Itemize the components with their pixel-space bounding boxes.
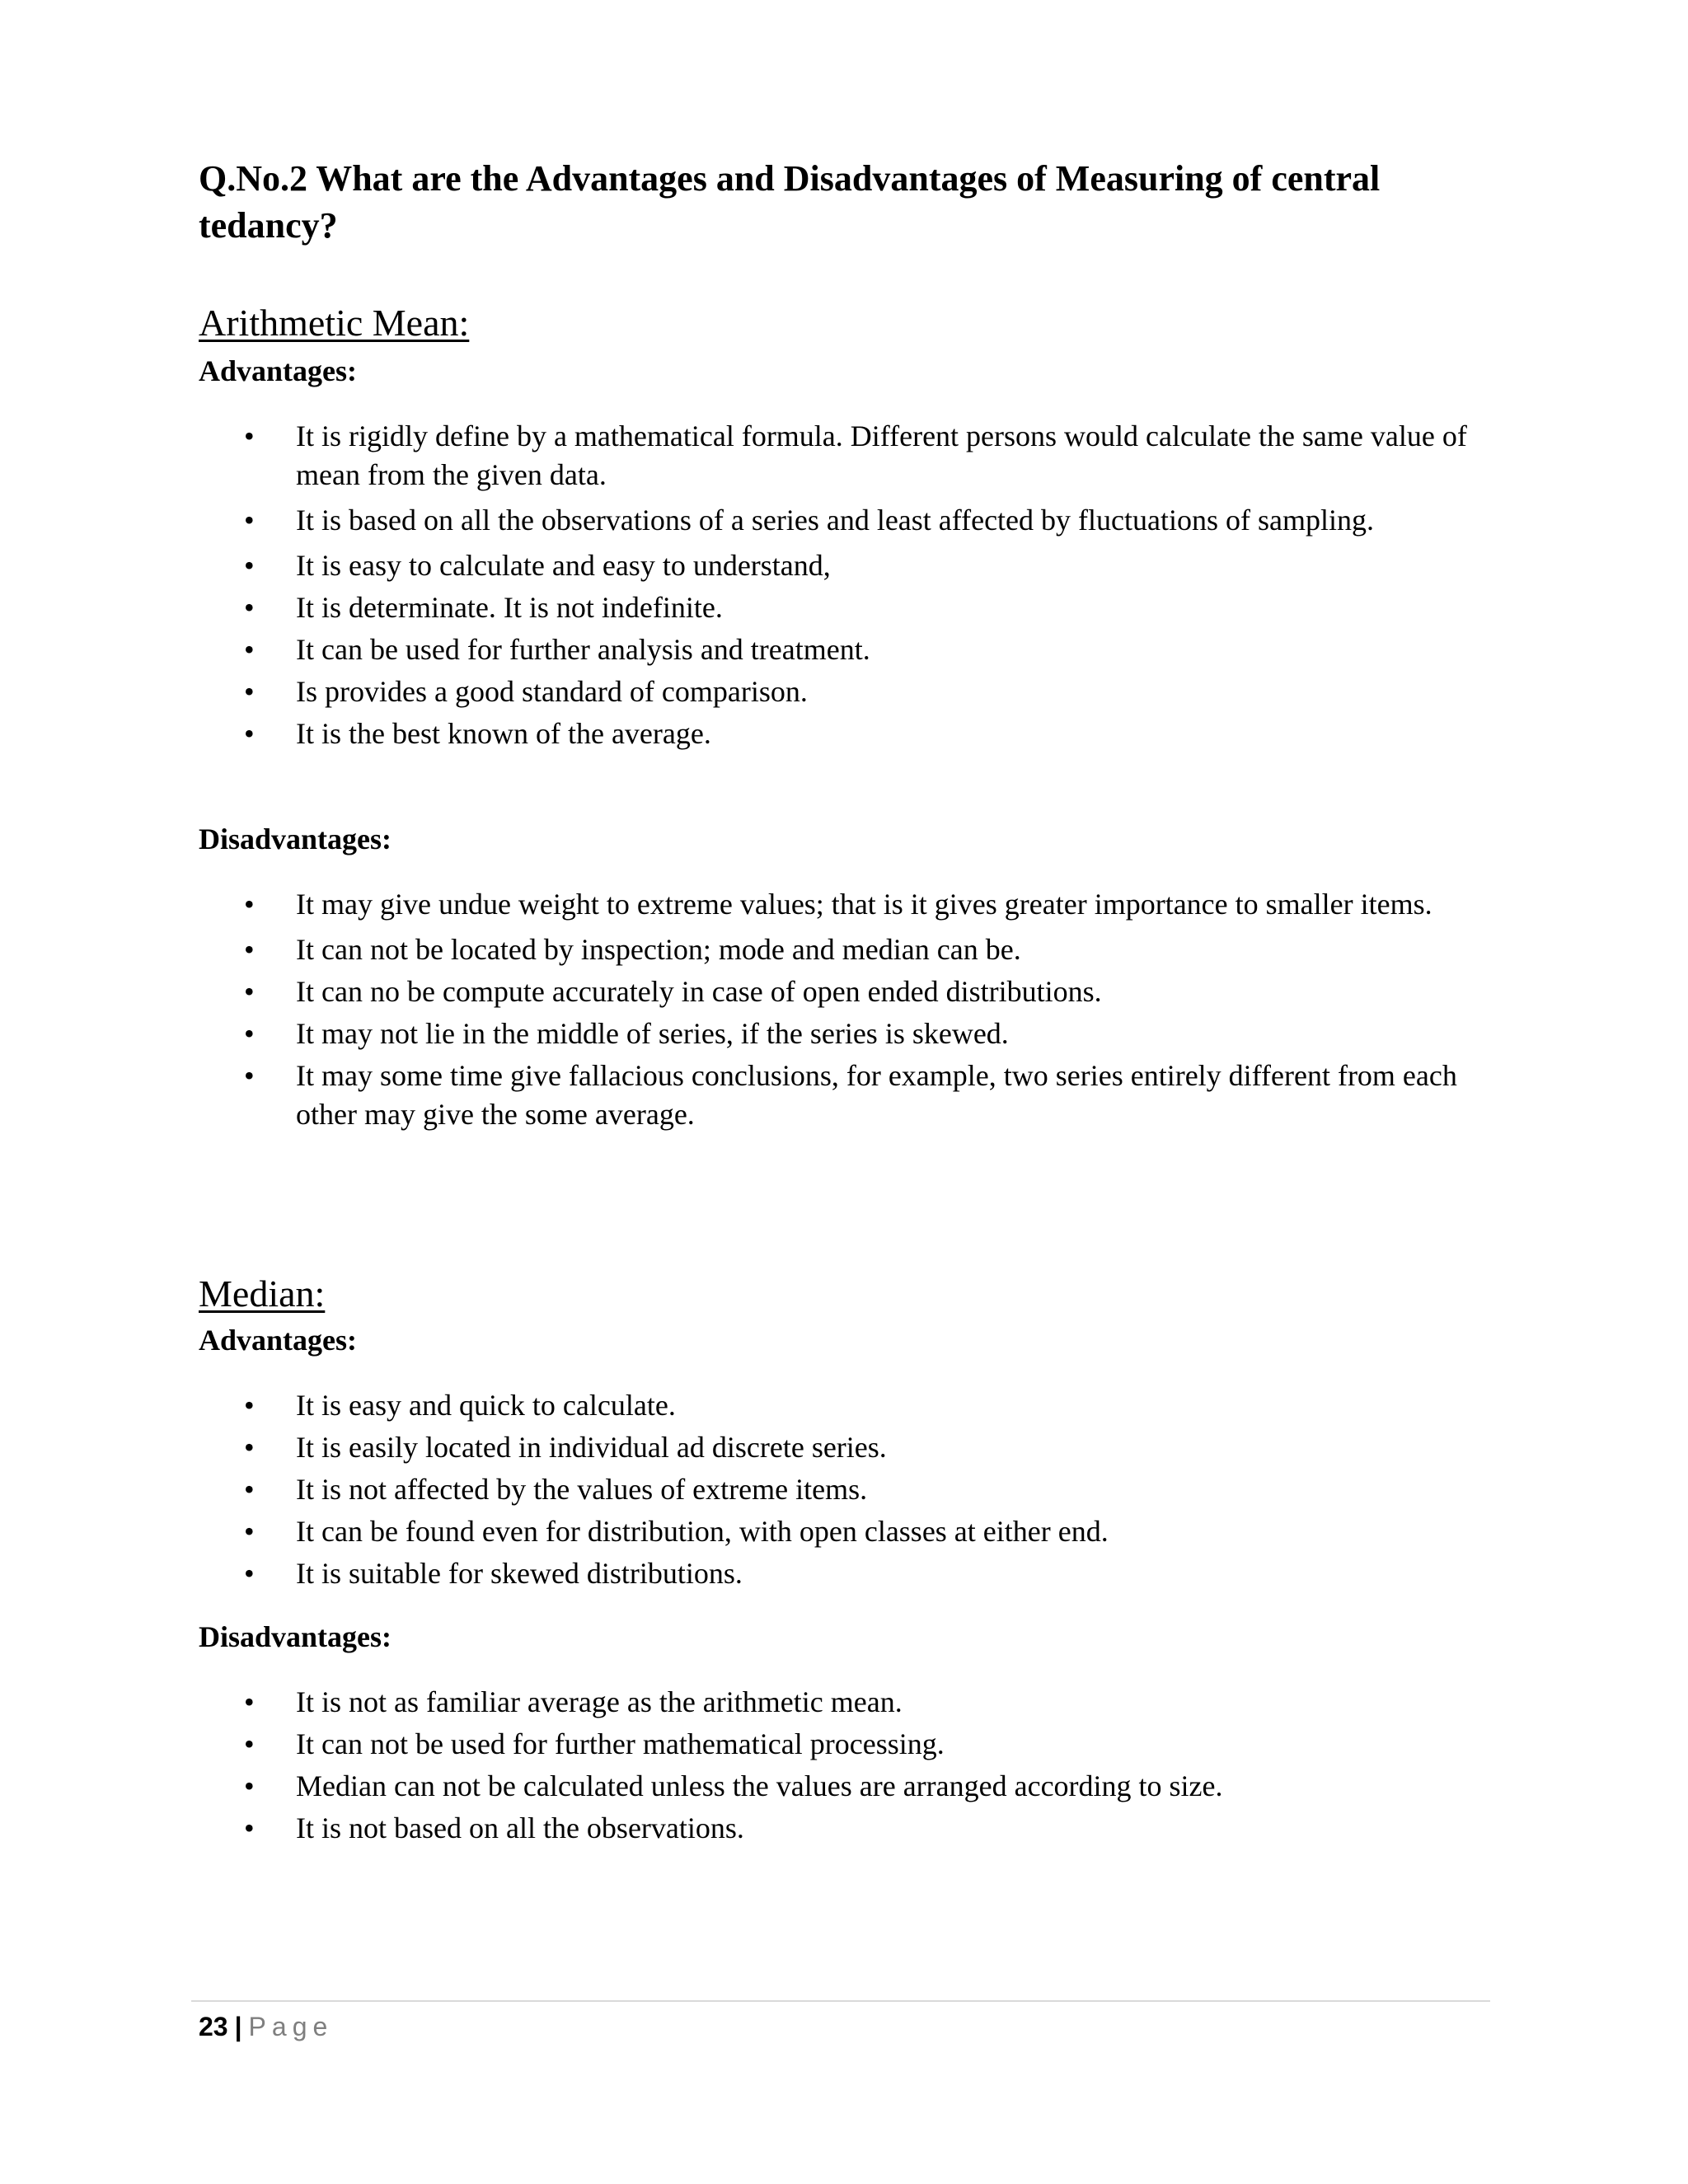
list-item-text: It may some time give fallacious conclusions, for example, two series entirely different from each other may give the some average. — [296, 1059, 1457, 1131]
question-heading: Q.No.2 What are the Advantages and Disadvantages of Measuring of central tedancy? — [199, 158, 1381, 246]
bullet-icon: • — [244, 1431, 255, 1464]
list-item — [0, 1767, 1483, 1806]
advantages-label: Advantages: — [199, 1324, 358, 1357]
list-item — [0, 1386, 1483, 1425]
bullet-icon: • — [244, 717, 255, 750]
bullet-icon: • — [244, 549, 255, 582]
list-item — [0, 501, 1483, 540]
list-item-text: It is not affected by the values of extreme items. — [296, 1473, 868, 1506]
bullet-icon: • — [244, 888, 255, 921]
bullet-icon: • — [244, 1727, 255, 1760]
advantages-label: Advantages: — [199, 354, 358, 387]
section-title-median: Median: — [199, 1272, 326, 1315]
bullet-icon: • — [244, 1769, 255, 1802]
page-footer — [199, 2010, 333, 2043]
list-item-text: It can be used for further analysis and treatment. — [296, 633, 870, 666]
advantages-list — [0, 1386, 1688, 1593]
footer-separator: | — [234, 2012, 242, 2041]
bullet-icon: • — [244, 933, 255, 966]
list-item — [0, 972, 1483, 1011]
bullet-icon: • — [244, 591, 255, 624]
list-item-text: It is rigidly define by a mathematical formula. Different persons would calculate the same value of mean from the given data. — [296, 419, 1467, 491]
bullet-icon: • — [244, 504, 255, 537]
list-item-text: It can be found even for distribution, with open classes at either end. — [296, 1515, 1109, 1548]
list-item — [0, 1057, 1483, 1134]
list-item-text: It is not based on all the observations. — [296, 1811, 744, 1844]
list-item — [0, 630, 1483, 669]
list-item-text: It is suitable for skewed distributions. — [296, 1557, 743, 1590]
disadvantages-label: Disadvantages: — [199, 1620, 392, 1653]
bullet-icon: • — [244, 975, 255, 1008]
section-title-arithmetic-mean: Arithmetic Mean: — [199, 302, 470, 344]
advantages-list — [0, 417, 1688, 753]
list-item — [0, 1809, 1483, 1848]
list-item-text: It is not as familiar average as the arithmetic mean. — [296, 1685, 903, 1718]
list-item-text: It may not lie in the middle of series, if the series is skewed. — [296, 1017, 1009, 1050]
list-item-text: It can no be compute accurately in case of open ended distributions. — [296, 975, 1102, 1008]
list-item — [0, 885, 1483, 924]
list-item-text: Median can not be calculated unless the values are arranged according to size. — [296, 1769, 1223, 1802]
list-item-text: It may give undue weight to extreme values; that is it gives greater importance to smaller items. — [296, 888, 1432, 921]
list-item-text: It can not be used for further mathematical processing. — [296, 1727, 945, 1760]
bullet-icon: • — [244, 1685, 255, 1718]
list-item-text: It is easily located in individual ad discrete series. — [296, 1431, 887, 1464]
list-item — [0, 1683, 1483, 1722]
list-item — [0, 588, 1483, 627]
list-item — [0, 1725, 1483, 1764]
page-number: 23 — [199, 2012, 228, 2041]
disadvantages-list — [0, 885, 1688, 1134]
bullet-icon: • — [244, 633, 255, 666]
list-item-text: It is based on all the observations of a series and least affected by fluctuations of sampling. — [296, 504, 1374, 537]
footer-divider — [191, 2000, 1490, 2002]
list-item-text: Is provides a good standard of comparison. — [296, 675, 808, 708]
bullet-icon: • — [244, 1811, 255, 1844]
bullet-icon: • — [244, 1059, 255, 1092]
list-item-text: It is determinate. It is not indefinite. — [296, 591, 723, 624]
bullet-icon: • — [244, 1557, 255, 1590]
list-item — [0, 1428, 1483, 1467]
bullet-icon: • — [244, 675, 255, 708]
list-item — [0, 1015, 1483, 1053]
bullet-icon: • — [244, 1017, 255, 1050]
bullet-icon: • — [244, 1389, 255, 1422]
disadvantages-list — [0, 1683, 1688, 1848]
bullet-icon: • — [244, 1515, 255, 1548]
list-item — [0, 673, 1483, 711]
list-item — [0, 1554, 1483, 1593]
disadvantages-label: Disadvantages: — [199, 823, 392, 855]
list-item-text: It can not be located by inspection; mode and median can be. — [296, 933, 1021, 966]
list-item-text: It is easy and quick to calculate. — [296, 1389, 676, 1422]
list-item — [0, 417, 1483, 494]
bullet-icon: • — [244, 419, 255, 452]
list-item-text: It is easy to calculate and easy to understand, — [296, 549, 831, 582]
list-item — [0, 715, 1483, 753]
page-label: Page — [248, 2012, 334, 2041]
list-item — [0, 546, 1483, 585]
list-item-text: It is the best known of the average. — [296, 717, 711, 750]
list-item — [0, 1470, 1483, 1509]
list-item — [0, 930, 1483, 969]
bullet-icon: • — [244, 1473, 255, 1506]
list-item — [0, 1512, 1483, 1551]
